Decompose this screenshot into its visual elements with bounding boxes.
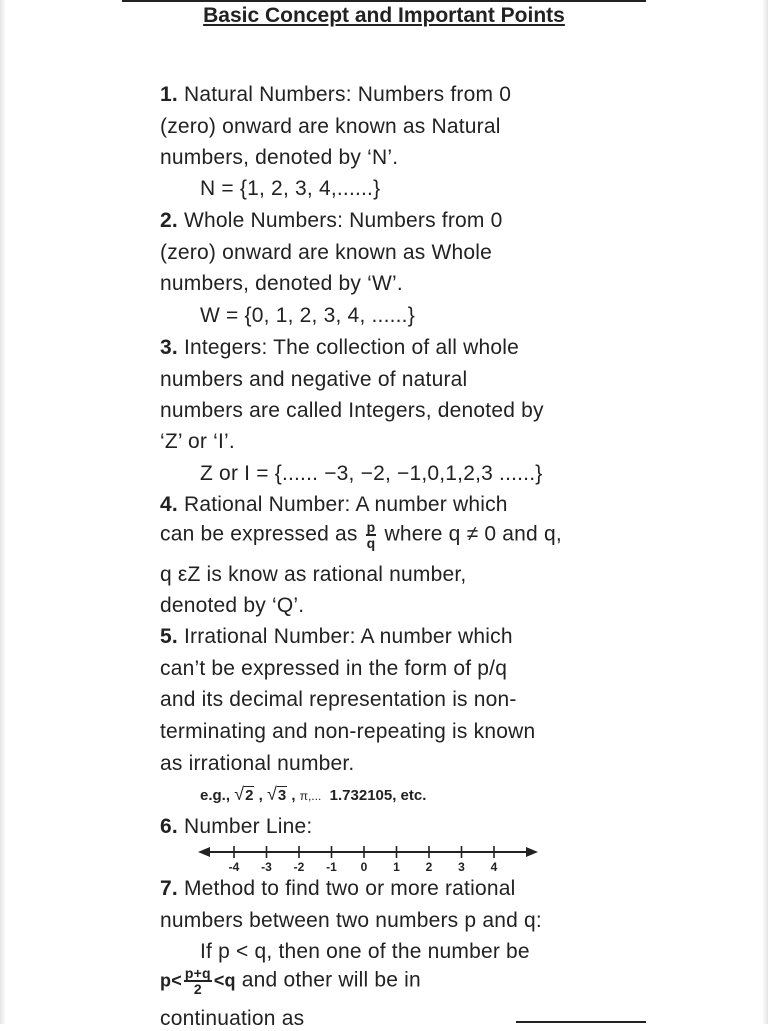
fraction-p-over-q: $\frac{p}{q}$ <box>366 519 376 551</box>
item-5-line-4: terminating and non-repeating is known <box>160 720 536 743</box>
page-edge-shadow-left <box>0 0 6 1024</box>
item-4-line-4: denoted by ‘Q’. <box>160 594 305 617</box>
sqrt-icon: √ <box>234 784 245 804</box>
item-5-line-3: and its decimal representation is non- <box>160 688 517 711</box>
bottom-rule <box>516 1021 646 1023</box>
item-5-line-1: 5. Irrational Number: A number which <box>160 625 513 648</box>
fraction-p-plus-q-over-2: $\frac{p+q}{2}$ <box>184 965 211 997</box>
item-7-number: 7. <box>160 877 178 900</box>
item-2-number: 2. <box>160 209 178 232</box>
number-line-tick-label: 4 <box>490 860 498 874</box>
item-2-line-3: numbers, denoted by ‘W’. <box>160 272 403 295</box>
number-line-tick-label: 2 <box>425 860 433 874</box>
item-3-line-3: numbers are called Integers, denoted by <box>160 399 544 422</box>
item-3-number: 3. <box>160 336 178 359</box>
number-line-ticks <box>229 846 498 874</box>
item-1-number: 1. <box>160 83 178 106</box>
item-3-line-2: numbers and negative of natural <box>160 368 468 391</box>
item-2-line-2: (zero) onward are known as Whole <box>160 241 493 264</box>
number-line-tick-label: 1 <box>393 860 400 874</box>
item-4-line-3: q εZ is know as rational number, <box>160 563 467 586</box>
item-4-line-2: can be expressed as $\frac{p}{q}$ where q ≠ 0 and q, <box>160 519 562 551</box>
item-7-line-3: If p < q, then one of the number be <box>200 940 530 963</box>
item-1-line-2: (zero) onward are known as Natural <box>160 115 501 138</box>
item-5-line-2: can’t be expressed in the form of p/q <box>160 657 508 680</box>
item-3-formula: Z or I = {...... −3, −2, −1,0,1,2,3 ......} <box>200 462 543 485</box>
item-1-formula: N = {1, 2, 3, 4,......} <box>200 177 381 200</box>
arrow-left-icon <box>198 847 210 857</box>
item-3-line-1: 3. Integers: The collection of all whole <box>160 336 520 359</box>
sqrt-icon: √ <box>266 784 277 804</box>
number-line <box>196 838 541 874</box>
arrow-right-icon <box>526 847 538 857</box>
item-4-line-1: 4. Rational Number: A number which <box>160 493 508 516</box>
item-5-number: 5. <box>160 625 178 648</box>
item-1-line-1: 1. Natural Numbers: Numbers from 0 <box>160 83 512 106</box>
item-5-line-5: as irrational number. <box>160 752 355 775</box>
page-edge-shadow-right <box>762 0 768 1024</box>
number-line-tick-label: 0 <box>360 860 368 874</box>
number-line-tick-label: -1 <box>326 860 337 874</box>
item-6-line-1: 6. Number Line: <box>160 815 313 838</box>
item-7-line-1: 7. Method to find two or more rational <box>160 877 516 900</box>
item-2-formula: W = {0, 1, 2, 3, 4, ......} <box>200 304 415 327</box>
number-line-tick-label: 3 <box>458 860 465 874</box>
item-7-line-5: continuation as <box>160 1007 305 1030</box>
item-3-line-4: ‘Z’ or ‘I’. <box>160 430 235 453</box>
item-1-line-3: numbers, denoted by ‘N’. <box>160 146 399 169</box>
number-line-tick-label: -4 <box>228 860 240 874</box>
item-7-line-2: numbers between two numbers p and q: <box>160 909 542 932</box>
item-7-line-4: p< $\frac{p+q}{2}$ <q and other will be in <box>160 965 421 997</box>
number-line-tick-label: -2 <box>293 860 305 874</box>
item-6-number: 6. <box>160 815 178 838</box>
item-2-line-1: 2. Whole Numbers: Numbers from 0 <box>160 209 503 232</box>
number-line-tick-label: -3 <box>261 860 272 874</box>
irrational-example: e.g., √2 , √3 , π,... 1.732105, etc. <box>200 784 427 804</box>
item-4-number: 4. <box>160 493 178 516</box>
page-title: Basic Concept and Important Points <box>203 4 565 27</box>
top-rule <box>122 0 646 2</box>
